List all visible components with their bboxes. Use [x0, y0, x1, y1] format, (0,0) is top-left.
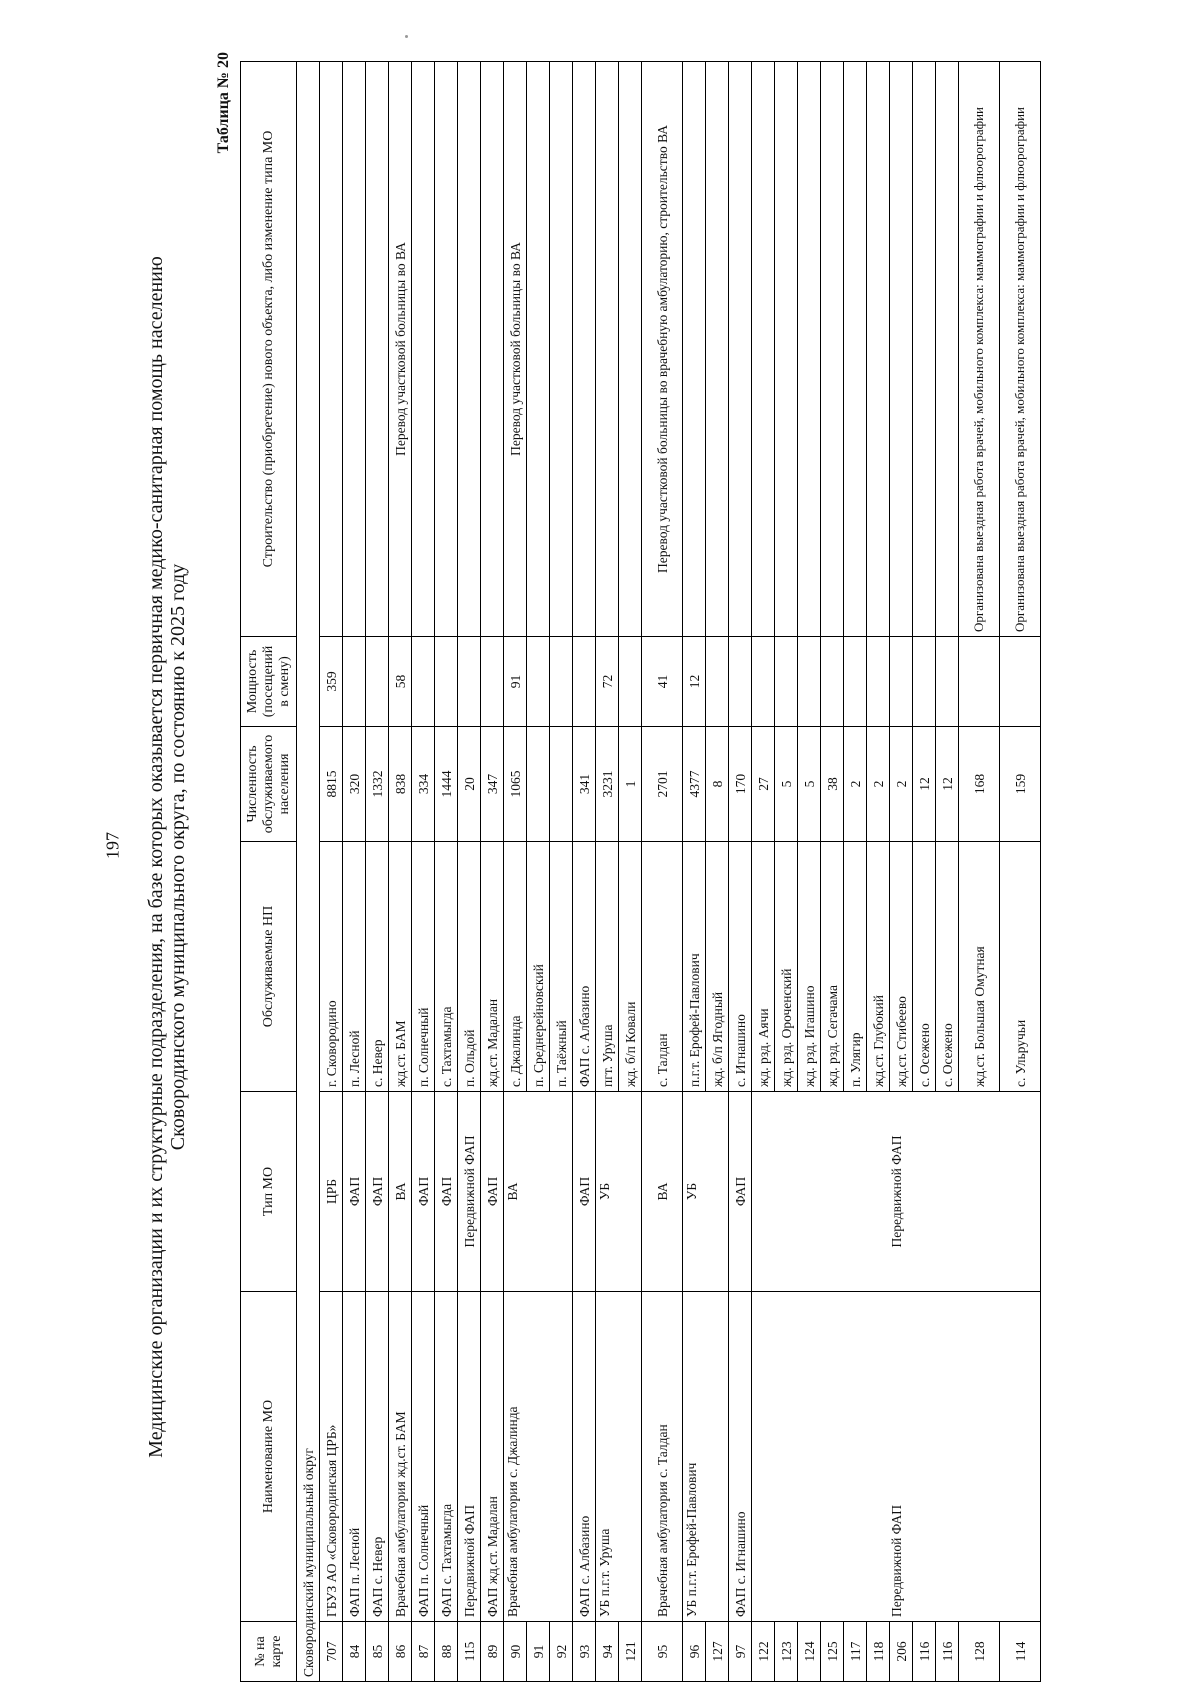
- cell-name: ФАП с. Албазино: [573, 1292, 596, 1622]
- cell-num: 118: [867, 1622, 890, 1682]
- cell-note: [596, 62, 619, 637]
- table-row: [729, 62, 752, 1682]
- cell-num: 87: [412, 1622, 435, 1682]
- title-line-2: Сковородинского муниципального округа, по состоянию к 2025 году: [167, 563, 189, 1151]
- cell-num: 91: [527, 1622, 550, 1682]
- cell-name: Передвижной ФАП: [458, 1292, 481, 1622]
- cell-note: [366, 62, 389, 637]
- cell-settlement: жд. б/п Ягодный: [706, 842, 729, 1092]
- cell-num: 96: [683, 1622, 706, 1682]
- cell-capacity: [936, 637, 959, 727]
- cell-capacity: [798, 637, 821, 727]
- cell-capacity: [890, 637, 913, 727]
- cell-settlement: жд.ст. Стибеево: [890, 842, 913, 1092]
- cell-capacity: [867, 637, 890, 727]
- cell-population: 334: [412, 727, 435, 842]
- header-capacity: Мощность (посещений в смену): [241, 637, 297, 727]
- cell-note: [683, 62, 706, 637]
- cell-capacity: [550, 637, 573, 727]
- cell-num: 116: [936, 1622, 959, 1682]
- cell-population: 170: [729, 727, 752, 842]
- cell-settlement: п.г.т. Ерофей-Павлович: [683, 842, 706, 1092]
- cell-type: ФАП: [366, 1092, 389, 1292]
- cell-population: 1: [619, 727, 642, 842]
- cell-num: 121: [619, 1622, 642, 1682]
- header-settlements: Обслуживаемые НП: [241, 842, 297, 1092]
- table-row: [412, 62, 435, 1682]
- cell-settlement: жд.ст. БАМ: [389, 842, 412, 1092]
- cell-settlement: с. Ульручьи: [1000, 842, 1041, 1092]
- cell-capacity: 72: [596, 637, 619, 727]
- cell-capacity: [458, 637, 481, 727]
- cell-population: [550, 727, 573, 842]
- page-number: 197: [102, 832, 123, 859]
- cell-num: 95: [642, 1622, 683, 1682]
- cell-note: [343, 62, 366, 637]
- cell-population: 2701: [642, 727, 683, 842]
- cell-num: 128: [959, 1622, 1000, 1682]
- cell-population: 2: [867, 727, 890, 842]
- cell-settlement: п. Ольдой: [458, 842, 481, 1092]
- table-row: [343, 62, 366, 1682]
- cell-population: [527, 727, 550, 842]
- cell-population: 159: [1000, 727, 1041, 842]
- cell-settlement: с. Осежено: [936, 842, 959, 1092]
- table-header-row: [241, 62, 297, 1682]
- cell-note: [435, 62, 458, 637]
- cell-capacity: [527, 637, 550, 727]
- cell-settlement: п. Солнечный: [412, 842, 435, 1092]
- cell-type: ЦРБ: [320, 1092, 343, 1292]
- cell-capacity: [844, 637, 867, 727]
- table-row: [458, 62, 481, 1682]
- cell-note: [320, 62, 343, 637]
- cell-capacity: [729, 637, 752, 727]
- cell-note: [412, 62, 435, 637]
- cell-note: Перевод участковой больницы во ВА: [504, 62, 527, 637]
- table-row: [481, 62, 504, 1682]
- cell-note: [527, 62, 550, 637]
- cell-capacity: [366, 637, 389, 727]
- cell-name: УБ п.г.т. Ерофей-Павлович: [683, 1292, 729, 1622]
- cell-name: ФАП п. Солнечный: [412, 1292, 435, 1622]
- cell-type: ФАП: [343, 1092, 366, 1292]
- table-row: [596, 62, 619, 1682]
- cell-name: Врачебная амбулатория жд.ст. БАМ: [389, 1292, 412, 1622]
- cell-settlement: с. Невер: [366, 842, 389, 1092]
- cell-type: ВА: [642, 1092, 683, 1292]
- cell-population: 1065: [504, 727, 527, 842]
- cell-name: ФАП с. Невер: [366, 1292, 389, 1622]
- cell-note: [936, 62, 959, 637]
- cell-type: ФАП: [481, 1092, 504, 1292]
- cell-settlement: ФАП с. Албазино: [573, 842, 596, 1092]
- cell-name: ФАП с. Игнашино: [729, 1292, 752, 1622]
- cell-name: Врачебная амбулатория с. Джалинда: [504, 1292, 573, 1622]
- cell-capacity: [821, 637, 844, 727]
- table-row: [320, 62, 343, 1682]
- cell-capacity: 58: [389, 637, 412, 727]
- cell-population: 5: [775, 727, 798, 842]
- cell-num: 93: [573, 1622, 596, 1682]
- cell-population: 168: [959, 727, 1000, 842]
- cell-capacity: 359: [320, 637, 343, 727]
- cell-num: 97: [729, 1622, 752, 1682]
- cell-note: Перевод участковой больницы во врачебную амбулаторию, строительство ВА: [642, 62, 683, 637]
- mobile-fap-type: Передвижной ФАП: [752, 1092, 1041, 1292]
- table-row: [435, 62, 458, 1682]
- cell-name: ФАП жд.ст. Мадалан: [481, 1292, 504, 1622]
- cell-note: [458, 62, 481, 637]
- cell-note: [775, 62, 798, 637]
- table-row: [389, 62, 412, 1682]
- cell-settlement: жд. рзд. Ороченский: [775, 842, 798, 1092]
- cell-capacity: [959, 637, 1000, 727]
- table-row: [683, 62, 706, 1682]
- cell-num: 90: [504, 1622, 527, 1682]
- cell-type: ВА: [504, 1092, 573, 1292]
- cell-settlement: п. Таёжный: [550, 842, 573, 1092]
- cell-settlement: п. Среднерейновский: [527, 842, 550, 1092]
- cell-settlement: жд.ст. Глубокий: [867, 842, 890, 1092]
- cell-name: УБ п.г.т. Уруша: [596, 1292, 642, 1622]
- header-type: Тип МО: [241, 1092, 297, 1292]
- cell-type: ФАП: [435, 1092, 458, 1292]
- cell-num: 84: [343, 1622, 366, 1682]
- cell-settlement: г. Сковородино: [320, 842, 343, 1092]
- cell-num: 88: [435, 1622, 458, 1682]
- cell-note: [706, 62, 729, 637]
- header-name: Наименование МО: [241, 1292, 297, 1622]
- cell-population: 3231: [596, 727, 619, 842]
- cell-settlement: жд.ст. Большая Омутная: [959, 842, 1000, 1092]
- cell-type: ФАП: [729, 1092, 752, 1292]
- cell-capacity: [752, 637, 775, 727]
- cell-num: 85: [366, 1622, 389, 1682]
- cell-settlement: с. Джалинда: [504, 842, 527, 1092]
- cell-population: 838: [389, 727, 412, 842]
- cell-population: 12: [936, 727, 959, 842]
- cell-capacity: [775, 637, 798, 727]
- cell-capacity: 91: [504, 637, 527, 727]
- cell-name: Врачебная амбулатория с. Талдан: [642, 1292, 683, 1622]
- cell-note: [619, 62, 642, 637]
- cell-settlement: жд.ст. Мадалан: [481, 842, 504, 1092]
- cell-settlement: п. Улягир: [844, 842, 867, 1092]
- cell-note: Организована выездная работа врачей, мобильного комплекса: маммографии и флюорографии: [1000, 62, 1041, 637]
- table-row: [752, 62, 775, 1682]
- cell-note: [752, 62, 775, 637]
- cell-population: 1332: [366, 727, 389, 842]
- cell-population: 341: [573, 727, 596, 842]
- table-row: [366, 62, 389, 1682]
- cell-capacity: 12: [683, 637, 706, 727]
- cell-settlement: пгт. Уруша: [596, 842, 619, 1092]
- cell-population: 8: [706, 727, 729, 842]
- facilities-table: [240, 61, 1041, 1682]
- cell-population: 8815: [320, 727, 343, 842]
- cell-capacity: [1000, 637, 1041, 727]
- cell-population: 4377: [683, 727, 706, 842]
- cell-note: [550, 62, 573, 637]
- cell-num: 124: [798, 1622, 821, 1682]
- mobile-fap-name: Передвижной ФАП: [752, 1292, 1041, 1622]
- cell-note: [844, 62, 867, 637]
- cell-num: 86: [389, 1622, 412, 1682]
- cell-population: 12: [913, 727, 936, 842]
- cell-num: 125: [821, 1622, 844, 1682]
- cell-num: 206: [890, 1622, 913, 1682]
- cell-capacity: 41: [642, 637, 683, 727]
- cell-note: [573, 62, 596, 637]
- cell-note: [729, 62, 752, 637]
- cell-note: Организована выездная работа врачей, мобильного комплекса: маммографии и флюорографии: [959, 62, 1000, 637]
- section-row: [297, 62, 320, 1682]
- cell-population: 38: [821, 727, 844, 842]
- table-label: Таблица № 20: [215, 52, 232, 154]
- cell-name: ГБУЗ АО «Сковородинская ЦРБ»: [320, 1292, 343, 1622]
- cell-population: 20: [458, 727, 481, 842]
- header-num: № на карте: [241, 1622, 297, 1682]
- cell-population: 347: [481, 727, 504, 842]
- cell-type: ФАП: [412, 1092, 435, 1292]
- cell-type: Передвижной ФАП: [458, 1092, 481, 1292]
- cell-population: 2: [890, 727, 913, 842]
- cell-note: [867, 62, 890, 637]
- cell-population: 2: [844, 727, 867, 842]
- cell-capacity: [913, 637, 936, 727]
- cell-note: [890, 62, 913, 637]
- cell-type: УБ: [596, 1092, 642, 1292]
- cell-num: 123: [775, 1622, 798, 1682]
- cell-population: 1444: [435, 727, 458, 842]
- header-construction: Строительство (приобретение) нового объекта, либо изменение типа МО: [241, 62, 297, 637]
- cell-capacity: [706, 637, 729, 727]
- cell-capacity: [481, 637, 504, 727]
- cell-population: 5: [798, 727, 821, 842]
- cell-settlement: п. Лесной: [343, 842, 366, 1092]
- cell-name: ФАП с. Тахтамыгда: [435, 1292, 458, 1622]
- cell-num: 94: [596, 1622, 619, 1682]
- cell-num: 707: [320, 1622, 343, 1682]
- cell-capacity: [343, 637, 366, 727]
- cell-settlement: с. Игнашино: [729, 842, 752, 1092]
- cell-type: УБ: [683, 1092, 729, 1292]
- cell-num: 92: [550, 1622, 573, 1682]
- cell-settlement: с. Тахтамыгда: [435, 842, 458, 1092]
- cell-type: ВА: [389, 1092, 412, 1292]
- table-row: [573, 62, 596, 1682]
- cell-num: 115: [458, 1622, 481, 1682]
- cell-num: 114: [1000, 1622, 1041, 1682]
- cell-capacity: [619, 637, 642, 727]
- cell-capacity: [573, 637, 596, 727]
- cell-num: 89: [481, 1622, 504, 1682]
- cell-capacity: [412, 637, 435, 727]
- cell-note: [798, 62, 821, 637]
- cell-note: [913, 62, 936, 637]
- cell-type: ФАП: [573, 1092, 596, 1292]
- cell-settlement: с. Осежено: [913, 842, 936, 1092]
- cell-settlement: жд. б/п Ковали: [619, 842, 642, 1092]
- cell-capacity: [435, 637, 458, 727]
- rotated-page-content: [145, 32, 1185, 1682]
- cell-name: ФАП п. Лесной: [343, 1292, 366, 1622]
- cell-note: [481, 62, 504, 637]
- cell-settlement: с. Талдан: [642, 842, 683, 1092]
- cell-num: 116: [913, 1622, 936, 1682]
- table-row: [504, 62, 527, 1682]
- cell-settlement: жд. рзд. Сегачама: [821, 842, 844, 1092]
- cell-population: 320: [343, 727, 366, 842]
- table-row: [642, 62, 683, 1682]
- cell-num: 127: [706, 1622, 729, 1682]
- header-population: Численность обслуживаемого населения: [241, 727, 297, 842]
- cell-note: [821, 62, 844, 637]
- cell-settlement: жд. рзд. Игашино: [798, 842, 821, 1092]
- cell-note: Перевод участковой больницы во ВА: [389, 62, 412, 637]
- cell-population: 27: [752, 727, 775, 842]
- title-line-1: Медицинские организации и их структурные подразделения, на базе которых оказывается первичная медико-санитарная помощь населению: [145, 256, 167, 1458]
- cell-settlement: жд. рзд. Аячи: [752, 842, 775, 1092]
- cell-num: 122: [752, 1622, 775, 1682]
- page-title: [145, 32, 189, 1682]
- section-title: Сковородинский муниципальный округ: [297, 62, 320, 1682]
- cell-num: 117: [844, 1622, 867, 1682]
